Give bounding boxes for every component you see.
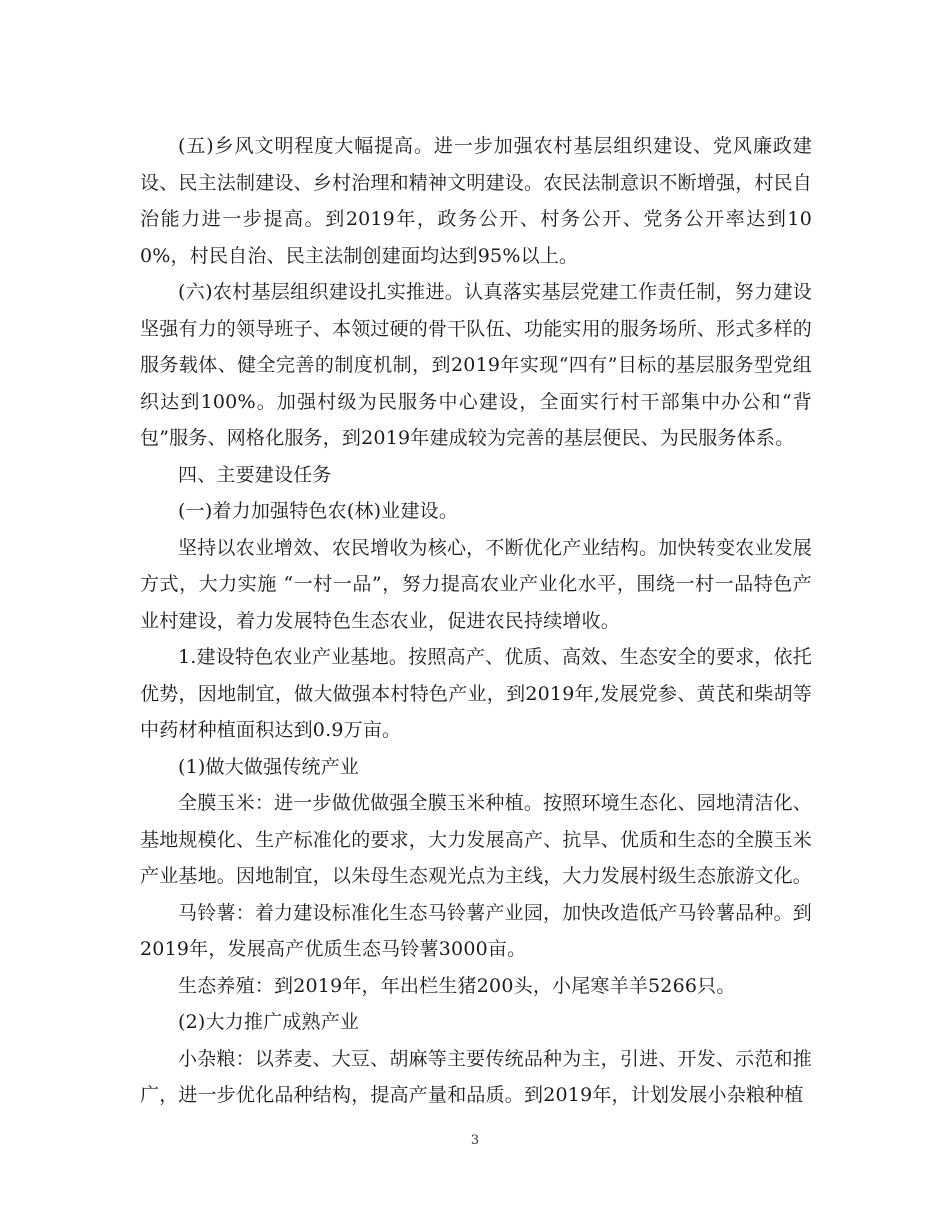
paragraph-grassroots-organization: (六)农村基层组织建设扎实推进。认真落实基层党建工作责任制，努力建设坚强有力的领导班子、本领过硬的骨干队伍、功能实用的服务场所、形式多样的服务载体、健全完善的制度机制，到2019年实现“四有”目标的基层服务型党组织达到100%。加强村级为民服务中心建设，全面实行村干部集中办公和“背包”服务、网格化服务，到2019年建成较为完善的基层便民、为民服务体系。: [140, 281, 813, 449]
paragraph-rural-civilization: (五)乡风文明程度大幅提高。进一步加强农村基层组织建设、党风廉政建设、民主法制建设、乡村治理和精神文明建设。农民法制意识不断增强，村民自治能力进一步提高。到2019年，政务公开、村务公开、党务公开率达到100%，村民自治、民主法制创建面均达到95%以上。: [140, 135, 813, 267]
paragraph-livestock: 生态养殖：到2019年，年出栏生猪200头，小尾寒羊羊5266只。: [178, 974, 736, 997]
paragraph-potato: 马铃薯：着力建设标准化生态马铃薯产业园，加快改造低产马铃薯品种。到2019年，发展高产优质生态马铃薯3000亩。: [140, 901, 812, 960]
paragraph-agriculture-strategy: 坚持以农业增效、农民增收为核心，不断优化产业结构。加快转变农业发展方式，大力实施 “一村一品”，努力提高农业产业化水平，围绕一村一品特色产业村建设，着力发展特色生态农业，促进农民持续增收。: [140, 536, 812, 632]
subsection-heading-specialty-agriculture: (一)着力加强特色农(林)业建设。: [178, 500, 459, 522]
document-body: [140, 128, 812, 1114]
item-heading-traditional-industry: (1)做大做强传统产业: [178, 755, 360, 778]
paragraph-corn: 全膜玉米：进一步做优做强全膜玉米种植。按照环境生态化、园地清洁化、基地规模化、生产标准化的要求，大力发展高产、抗旱、优质和生态的全膜玉米产业基地。因地制宜，以朱母生态观光点为主线，大力发展村级生态旅游文化。: [140, 792, 813, 887]
section-heading-main-tasks: 四、主要建设任务: [178, 463, 332, 486]
item-heading-mature-industry: (2)大力推广成熟产业: [178, 1011, 360, 1033]
paragraph-minor-grains: 小杂粮：以荞麦、大豆、胡麻等主要传统品种为主，引进、开发、示范和推广，进一步优化品种结构，提高产量和品质。到2019年，计划发展小杂粮种植: [140, 1047, 812, 1106]
paragraph-industry-base: 1.建设特色农业产业基地。按照高产、优质、高效、生态安全的要求，依托优势，因地制宜，做大做强本村特色产业，到2019年,发展党参、黄芪和柴胡等中药材种植面积达到0.9万亩。: [140, 646, 812, 741]
page-number: 3: [470, 1133, 480, 1148]
